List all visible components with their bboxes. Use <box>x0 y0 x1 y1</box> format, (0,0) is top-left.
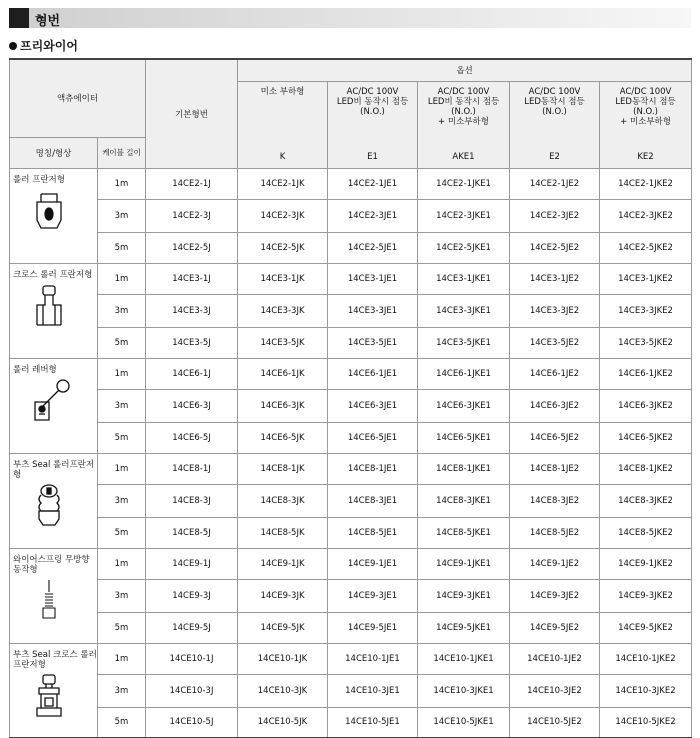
option-model-cell: 14CE3-1JKE1 <box>418 263 510 294</box>
option-model-cell: 14CE2-5JE2 <box>510 232 600 263</box>
option-model-cell: 14CE10-1JE1 <box>328 643 418 674</box>
option-model-cell: 14CE10-3JE1 <box>328 674 418 707</box>
cable-length-cell: 1m <box>98 548 146 579</box>
option-model-cell: 14CE6-5JE1 <box>328 422 418 453</box>
option-model-cell: 14CE9-3JE2 <box>510 579 600 612</box>
actuator-cell <box>10 548 98 643</box>
base-model-cell: 14CE10-3J <box>146 674 238 707</box>
cable-length-cell: 3m <box>98 199 146 232</box>
table-row <box>10 453 692 484</box>
option-model-cell: 14CE9-1JE1 <box>328 548 418 579</box>
table-row <box>10 548 692 579</box>
table-row <box>10 358 692 389</box>
cable-length-cell: 3m <box>98 389 146 422</box>
option-model-cell: 14CE3-1JK <box>238 263 328 294</box>
cable-length-cell: 1m <box>98 453 146 484</box>
option-model-cell: 14CE2-3JKE2 <box>600 199 692 232</box>
base-model-cell: 14CE10-5J <box>146 707 238 738</box>
boot-seal-cross-roller-plunger-icon <box>19 673 79 717</box>
option-model-cell: 14CE8-5JKE2 <box>600 517 692 548</box>
option-model-cell: 14CE9-3JK <box>238 579 328 612</box>
option-model-cell: 14CE3-1JE1 <box>328 263 418 294</box>
option-model-cell: 14CE2-5JE1 <box>328 232 418 263</box>
actuator-cell <box>10 643 98 738</box>
option-model-cell: 14CE8-3JKE1 <box>418 484 510 517</box>
table-row <box>10 168 692 199</box>
option-model-cell: 14CE6-1JKE1 <box>418 358 510 389</box>
cable-length-cell: 1m <box>98 358 146 389</box>
option-model-cell: 14CE10-3JE2 <box>510 674 600 707</box>
base-model-cell: 14CE9-1J <box>146 548 238 579</box>
option-model-cell: 14CE9-1JKE1 <box>418 548 510 579</box>
option-model-cell: 14CE3-5JE1 <box>328 327 418 358</box>
option-model-cell: 14CE10-3JKE1 <box>418 674 510 707</box>
option-model-cell: 14CE10-1JE2 <box>510 643 600 674</box>
option-model-cell: 14CE10-3JK <box>238 674 328 707</box>
roller-lever-icon <box>19 378 79 422</box>
option-model-cell: 14CE9-3JKE1 <box>418 579 510 612</box>
roller-plunger-icon <box>19 188 79 232</box>
cable-length-cell: 5m <box>98 612 146 643</box>
cross-roller-plunger-icon <box>19 283 79 327</box>
option-model-cell: 14CE10-1JKE2 <box>600 643 692 674</box>
boot-seal-roller-plunger-icon <box>19 483 79 527</box>
section-subtitle-text: 프리와이어 <box>20 39 78 53</box>
actuator-name: 부츠 Seal 크로스 롤러 프란저형 <box>13 649 97 670</box>
cable-length-header: 케이블 길이 <box>98 137 146 168</box>
table-row <box>10 199 692 232</box>
actuator-cell <box>10 453 98 548</box>
cable-length-cell: 1m <box>98 643 146 674</box>
model-number-table <box>9 58 692 738</box>
cable-length-cell: 5m <box>98 232 146 263</box>
actuator-name: 크로스 롤러 프란저형 <box>13 269 93 280</box>
option-model-cell: 14CE9-5JKE2 <box>600 612 692 643</box>
base-model-cell: 14CE2-1J <box>146 168 238 199</box>
option-header: AC/DC 100V LED비 동작시 점등 (N.O.) + 미소부하형 AKE1 <box>418 81 510 168</box>
option-model-cell: 14CE10-5JE2 <box>510 707 600 738</box>
option-model-cell: 14CE6-1JE2 <box>510 358 600 389</box>
option-model-cell: 14CE3-1JE2 <box>510 263 600 294</box>
actuator-name: 롤러 레버형 <box>13 364 57 375</box>
option-model-cell: 14CE9-5JK <box>238 612 328 643</box>
option-model-cell: 14CE8-5JE2 <box>510 517 600 548</box>
option-model-cell: 14CE9-5JE1 <box>328 612 418 643</box>
option-model-cell: 14CE8-3JKE2 <box>600 484 692 517</box>
table-row <box>10 422 692 453</box>
option-model-cell: 14CE6-3JKE2 <box>600 389 692 422</box>
actuator-name: 와이어스프링 무방향 동작형 <box>13 554 90 575</box>
option-model-cell: 14CE6-3JE2 <box>510 389 600 422</box>
option-model-cell: 14CE3-1JKE2 <box>600 263 692 294</box>
wire-spring-icon <box>19 578 79 622</box>
option-model-cell: 14CE2-1JKE2 <box>600 168 692 199</box>
option-model-cell: 14CE8-3JE2 <box>510 484 600 517</box>
option-model-cell: 14CE3-3JE1 <box>328 294 418 327</box>
table-row <box>10 643 692 674</box>
cable-length-cell: 1m <box>98 263 146 294</box>
table-body <box>10 168 692 738</box>
option-model-cell: 14CE2-1JK <box>238 168 328 199</box>
option-model-cell: 14CE8-1JE1 <box>328 453 418 484</box>
option-model-cell: 14CE9-3JE1 <box>328 579 418 612</box>
base-model-cell: 14CE6-1J <box>146 358 238 389</box>
option-model-cell: 14CE6-1JK <box>238 358 328 389</box>
option-model-cell: 14CE10-5JKE2 <box>600 707 692 738</box>
option-model-cell: 14CE6-5JE2 <box>510 422 600 453</box>
option-model-cell: 14CE3-5JE2 <box>510 327 600 358</box>
actuator-cell <box>10 263 98 358</box>
table-row <box>10 263 692 294</box>
title-square-icon <box>9 8 29 28</box>
option-model-cell: 14CE9-3JKE2 <box>600 579 692 612</box>
base-model-cell: 14CE6-5J <box>146 422 238 453</box>
option-model-cell: 14CE10-5JKE1 <box>418 707 510 738</box>
cable-length-cell: 3m <box>98 579 146 612</box>
option-model-cell: 14CE2-5JKE2 <box>600 232 692 263</box>
base-model-cell: 14CE8-5J <box>146 517 238 548</box>
option-model-cell: 14CE3-3JK <box>238 294 328 327</box>
option-header: AC/DC 100V LED동작시 점등 (N.O.) + 미소부하형 KE2 <box>600 81 692 168</box>
option-model-cell: 14CE3-3JE2 <box>510 294 600 327</box>
option-header: 미소 부하형 K <box>238 81 328 168</box>
option-model-cell: 14CE10-5JK <box>238 707 328 738</box>
page-title: 형번 <box>35 14 61 29</box>
option-model-cell: 14CE6-5JKE1 <box>418 422 510 453</box>
option-model-cell: 14CE6-3JK <box>238 389 328 422</box>
option-model-cell: 14CE6-5JK <box>238 422 328 453</box>
option-model-cell: 14CE10-1JKE1 <box>418 643 510 674</box>
option-code: KE2 <box>637 151 654 162</box>
option-model-cell: 14CE2-5JK <box>238 232 328 263</box>
actuator-cell <box>10 358 98 453</box>
base-model-cell: 14CE3-3J <box>146 294 238 327</box>
table-row <box>10 707 692 738</box>
table-row <box>10 674 692 707</box>
cable-length-cell: 3m <box>98 294 146 327</box>
base-model-cell: 14CE9-5J <box>146 612 238 643</box>
base-model-cell: 14CE10-1J <box>146 643 238 674</box>
cable-length-cell: 3m <box>98 674 146 707</box>
table-row <box>10 579 692 612</box>
option-model-cell: 14CE9-1JK <box>238 548 328 579</box>
table-row <box>10 612 692 643</box>
name-shape-header: 명칭/형상 <box>10 137 98 168</box>
base-model-cell: 14CE2-3J <box>146 199 238 232</box>
section-title-bar <box>9 8 691 28</box>
cable-length-cell: 5m <box>98 707 146 738</box>
table-row <box>10 327 692 358</box>
actuator-name: 롤러 프란저형 <box>13 174 65 185</box>
cable-length-cell: 3m <box>98 484 146 517</box>
table-row <box>10 294 692 327</box>
option-header: AC/DC 100V LED비 동작시 점등 (N.O.) E1 <box>328 81 418 168</box>
option-model-cell: 14CE6-3JKE1 <box>418 389 510 422</box>
option-model-cell: 14CE8-1JK <box>238 453 328 484</box>
option-model-cell: 14CE9-5JE2 <box>510 612 600 643</box>
option-model-cell: 14CE2-3JE2 <box>510 199 600 232</box>
base-model-cell: 14CE6-3J <box>146 389 238 422</box>
base-model-cell: 14CE2-5J <box>146 232 238 263</box>
option-header: AC/DC 100V LED동작시 점등 (N.O.) E2 <box>510 81 600 168</box>
actuator-name: 부츠 Seal 롤러프란저형 <box>13 459 95 480</box>
base-model-header: 기본형번 <box>146 59 238 168</box>
base-model-cell: 14CE8-1J <box>146 453 238 484</box>
actuator-cell <box>10 168 98 263</box>
option-model-cell: 14CE8-5JKE1 <box>418 517 510 548</box>
option-model-cell: 14CE2-3JE1 <box>328 199 418 232</box>
base-model-cell: 14CE9-3J <box>146 579 238 612</box>
table-row <box>10 232 692 263</box>
option-model-cell: 14CE8-5JK <box>238 517 328 548</box>
cable-length-cell: 1m <box>98 168 146 199</box>
option-model-cell: 14CE8-5JE1 <box>328 517 418 548</box>
option-model-cell: 14CE2-1JE1 <box>328 168 418 199</box>
option-model-cell: 14CE6-1JE1 <box>328 358 418 389</box>
option-model-cell: 14CE2-5JKE1 <box>418 232 510 263</box>
option-model-cell: 14CE2-1JE2 <box>510 168 600 199</box>
section-subtitle <box>9 37 78 54</box>
option-model-cell: 14CE9-5JKE1 <box>418 612 510 643</box>
cable-length-cell: 5m <box>98 422 146 453</box>
option-model-cell: 14CE6-5JKE2 <box>600 422 692 453</box>
option-model-cell: 14CE9-1JE2 <box>510 548 600 579</box>
option-model-cell: 14CE9-1JKE2 <box>600 548 692 579</box>
option-model-cell: 14CE8-1JE2 <box>510 453 600 484</box>
option-model-cell: 14CE10-5JE1 <box>328 707 418 738</box>
cable-length-cell: 5m <box>98 327 146 358</box>
base-model-cell: 14CE3-1J <box>146 263 238 294</box>
table-row <box>10 484 692 517</box>
option-model-cell: 14CE3-5JKE2 <box>600 327 692 358</box>
option-model-cell: 14CE3-5JK <box>238 327 328 358</box>
table-row <box>10 389 692 422</box>
table-row <box>10 517 692 548</box>
option-model-cell: 14CE8-3JE1 <box>328 484 418 517</box>
option-model-cell: 14CE8-1JKE1 <box>418 453 510 484</box>
option-code: AKE1 <box>452 151 475 162</box>
option-model-cell: 14CE6-1JKE2 <box>600 358 692 389</box>
cable-length-cell: 5m <box>98 517 146 548</box>
option-model-cell: 14CE8-3JK <box>238 484 328 517</box>
option-model-cell: 14CE3-5JKE1 <box>418 327 510 358</box>
option-model-cell: 14CE10-1JK <box>238 643 328 674</box>
option-code: E1 <box>367 151 378 162</box>
option-model-cell: 14CE10-3JKE2 <box>600 674 692 707</box>
bullet-icon <box>9 42 17 50</box>
options-header: 옵션 <box>238 59 692 81</box>
option-model-cell: 14CE3-3JKE1 <box>418 294 510 327</box>
option-model-cell: 14CE3-3JKE2 <box>600 294 692 327</box>
option-code: E2 <box>549 151 560 162</box>
option-model-cell: 14CE2-1JKE1 <box>418 168 510 199</box>
option-model-cell: 14CE6-3JE1 <box>328 389 418 422</box>
option-model-cell: 14CE2-3JK <box>238 199 328 232</box>
option-code: K <box>279 151 286 162</box>
option-model-cell: 14CE2-3JKE1 <box>418 199 510 232</box>
option-model-cell: 14CE8-1JKE2 <box>600 453 692 484</box>
actuator-header: 액츄에이터 <box>10 59 146 137</box>
base-model-cell: 14CE3-5J <box>146 327 238 358</box>
base-model-cell: 14CE8-3J <box>146 484 238 517</box>
